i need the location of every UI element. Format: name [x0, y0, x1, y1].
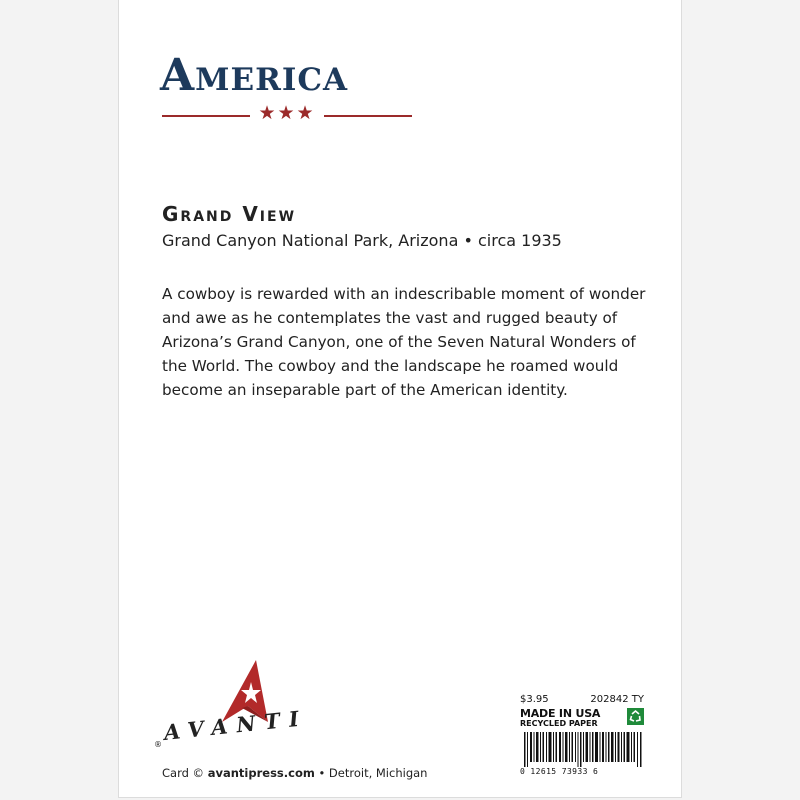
brand-title: America	[160, 50, 349, 101]
artwork-description: A cowboy is rewarded with an indescribable moment of wonder and awe as he contemplates the vast and rugged beauty of Arizona’s Grand Canyon, one of the Seven Natural Wonders of the World. The cowboy and the landscape he roamed would become an inseparable part of the American identity.	[162, 285, 646, 399]
barcode-icon	[524, 732, 642, 767]
avanti-logo-word: AVANTI	[162, 704, 309, 745]
recycled-paper-text: RECYCLED PAPER	[520, 719, 598, 728]
artwork-subtitle: Grand Canyon National Park, Arizona • circa 1935	[162, 231, 562, 250]
barcode-digits: 0 12615 73933 6	[520, 767, 599, 776]
footer-credit-prefix: Card ©	[162, 766, 205, 780]
price-text: $3.95	[520, 694, 549, 705]
recycle-icon	[627, 708, 644, 725]
footer-credit-site: avantipress.com	[207, 766, 315, 780]
avanti-logo	[152, 660, 322, 760]
brand-rule-left	[162, 115, 250, 117]
made-in-usa-text: MADE IN USA	[520, 707, 601, 720]
footer-credit-suffix: • Detroit, Michigan	[318, 766, 428, 780]
brand-rule-right	[324, 115, 412, 117]
artwork-title: Grand View	[162, 202, 297, 226]
brand-stars-icon: ★★★	[258, 102, 316, 124]
avanti-registered-mark: ®	[154, 740, 162, 749]
sku-text: 202842 TY	[590, 694, 644, 705]
price-label	[520, 694, 644, 778]
footer-credit	[162, 766, 427, 780]
